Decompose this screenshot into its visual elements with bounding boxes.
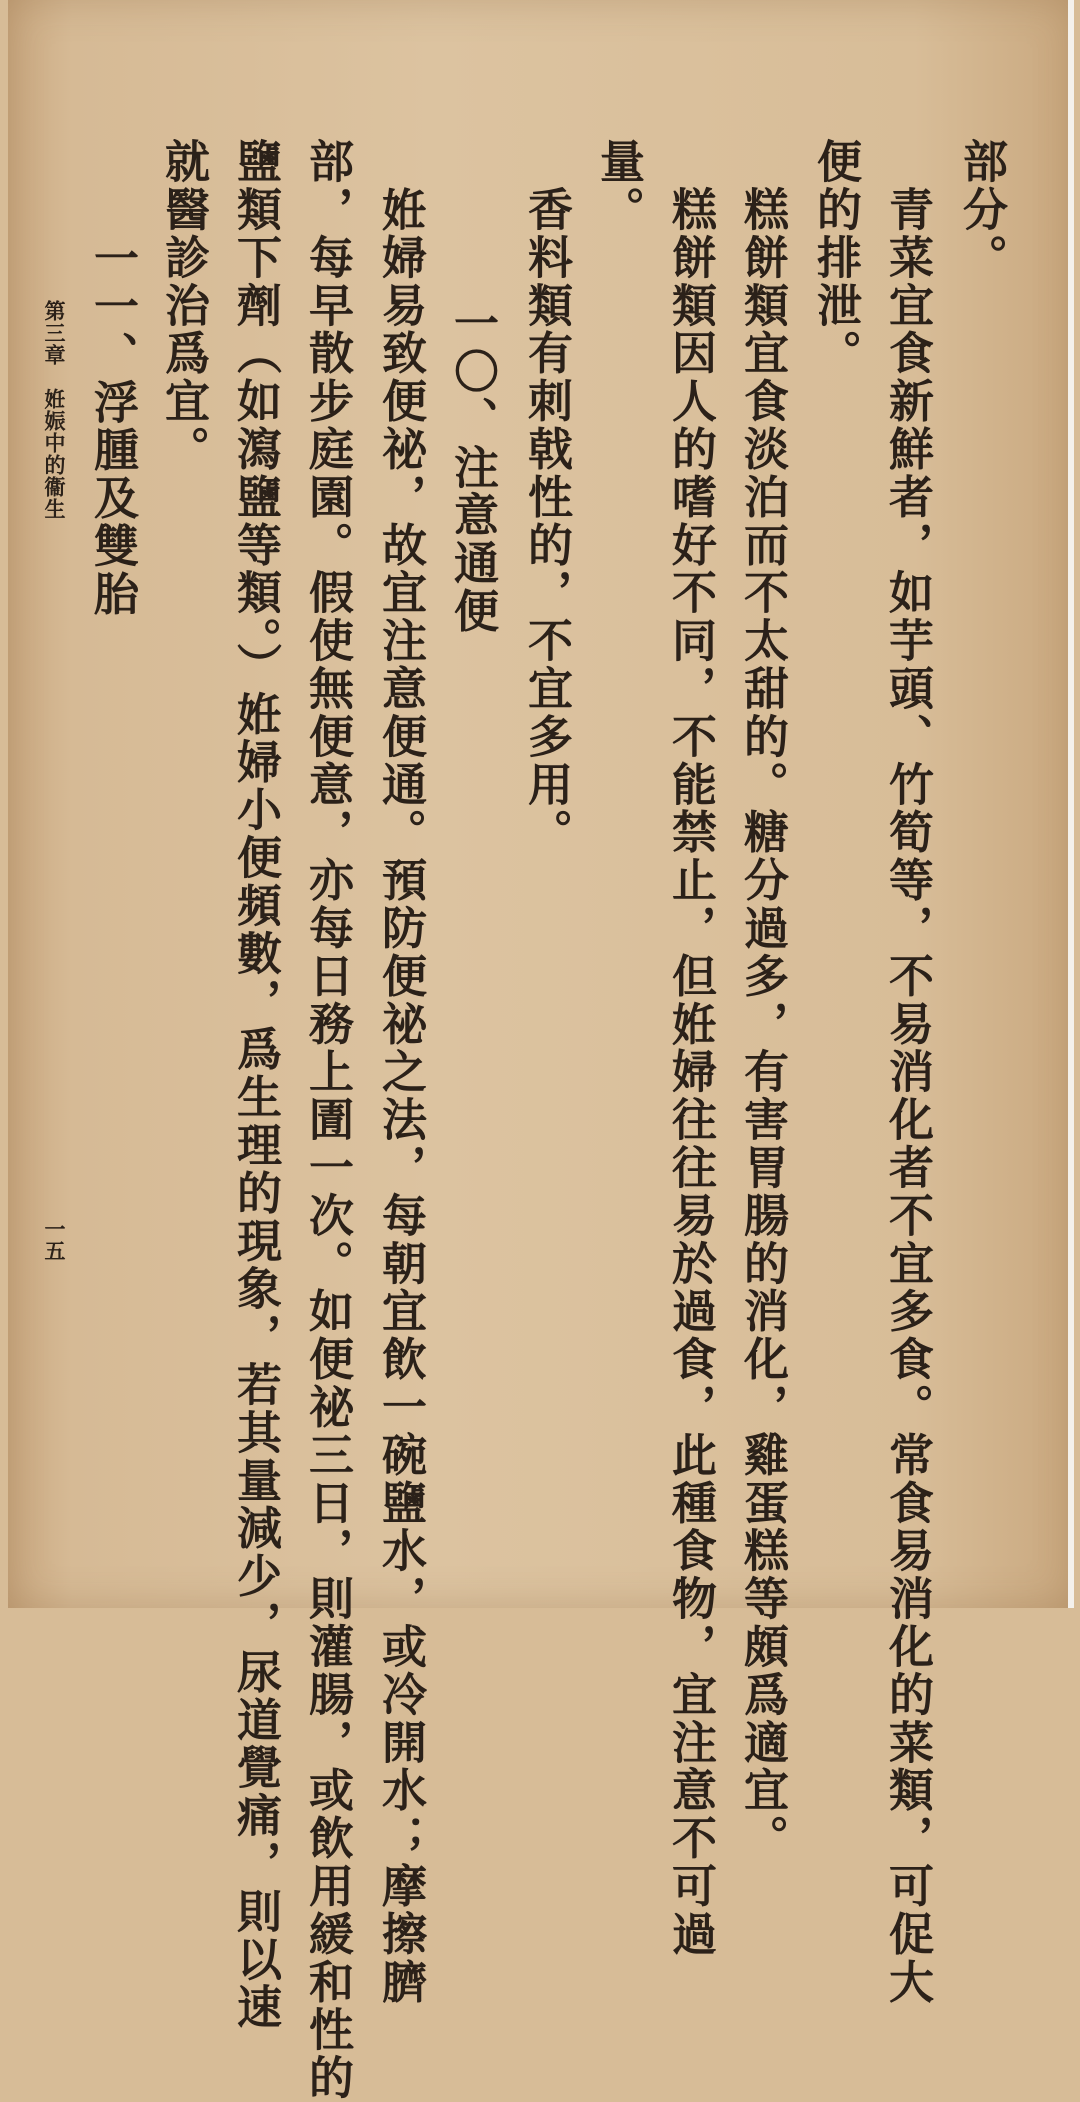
- text-column-3: 便的排泄。: [809, 138, 862, 378]
- text-column-5: 糕餅類因人的嗜好不同，不能禁止，但姙婦往往易於過食，此種食物，宜注意不可過: [664, 138, 717, 1959]
- text-column-6: 量。: [592, 138, 645, 234]
- text-column-4: 糕餅類宜食淡泊而不太甜的。糖分過多，有害胃腸的消化，雞蛋糕等頗爲適宜。: [736, 138, 789, 1863]
- text-column-9: 姙婦易致便祕，故宜注意便通。預防便祕之法，每朝宜飲一碗鹽水，或冷開水；摩擦臍: [374, 138, 427, 2007]
- page-number: 一五: [42, 1218, 67, 1262]
- book-page: [8, 0, 1074, 2102]
- running-head: 第三章 姙娠中的衞生: [42, 300, 67, 520]
- text-column-7: 香料類有刺戟性的，不宜多用。: [520, 138, 573, 857]
- text-column-11: 鹽類下劑（如瀉鹽等類。）姙婦小便頻數，爲生理的現象，若其量減少，尿道覺痛，則以速: [229, 138, 282, 2032]
- text-column-10: 部，每早散步庭園。假使無便意，亦每日務上圊一次。如便祕三日，則灌腸，或飲用緩和性的: [301, 138, 354, 2102]
- section-heading-11: 一一、浮腫及雙胎: [86, 235, 139, 619]
- section-heading-10: 一〇、注意通便: [446, 300, 499, 636]
- page-edge-margin: [1068, 0, 1074, 1608]
- text-column-2: 青菜宜食新鮮者，如芋頭、竹筍等，不易消化者不宜多食。常食易消化的菜類，可促大: [881, 138, 934, 2007]
- text-column-12: 就醫診治爲宜。: [157, 138, 210, 474]
- text-column-1: 部分。: [955, 138, 1008, 282]
